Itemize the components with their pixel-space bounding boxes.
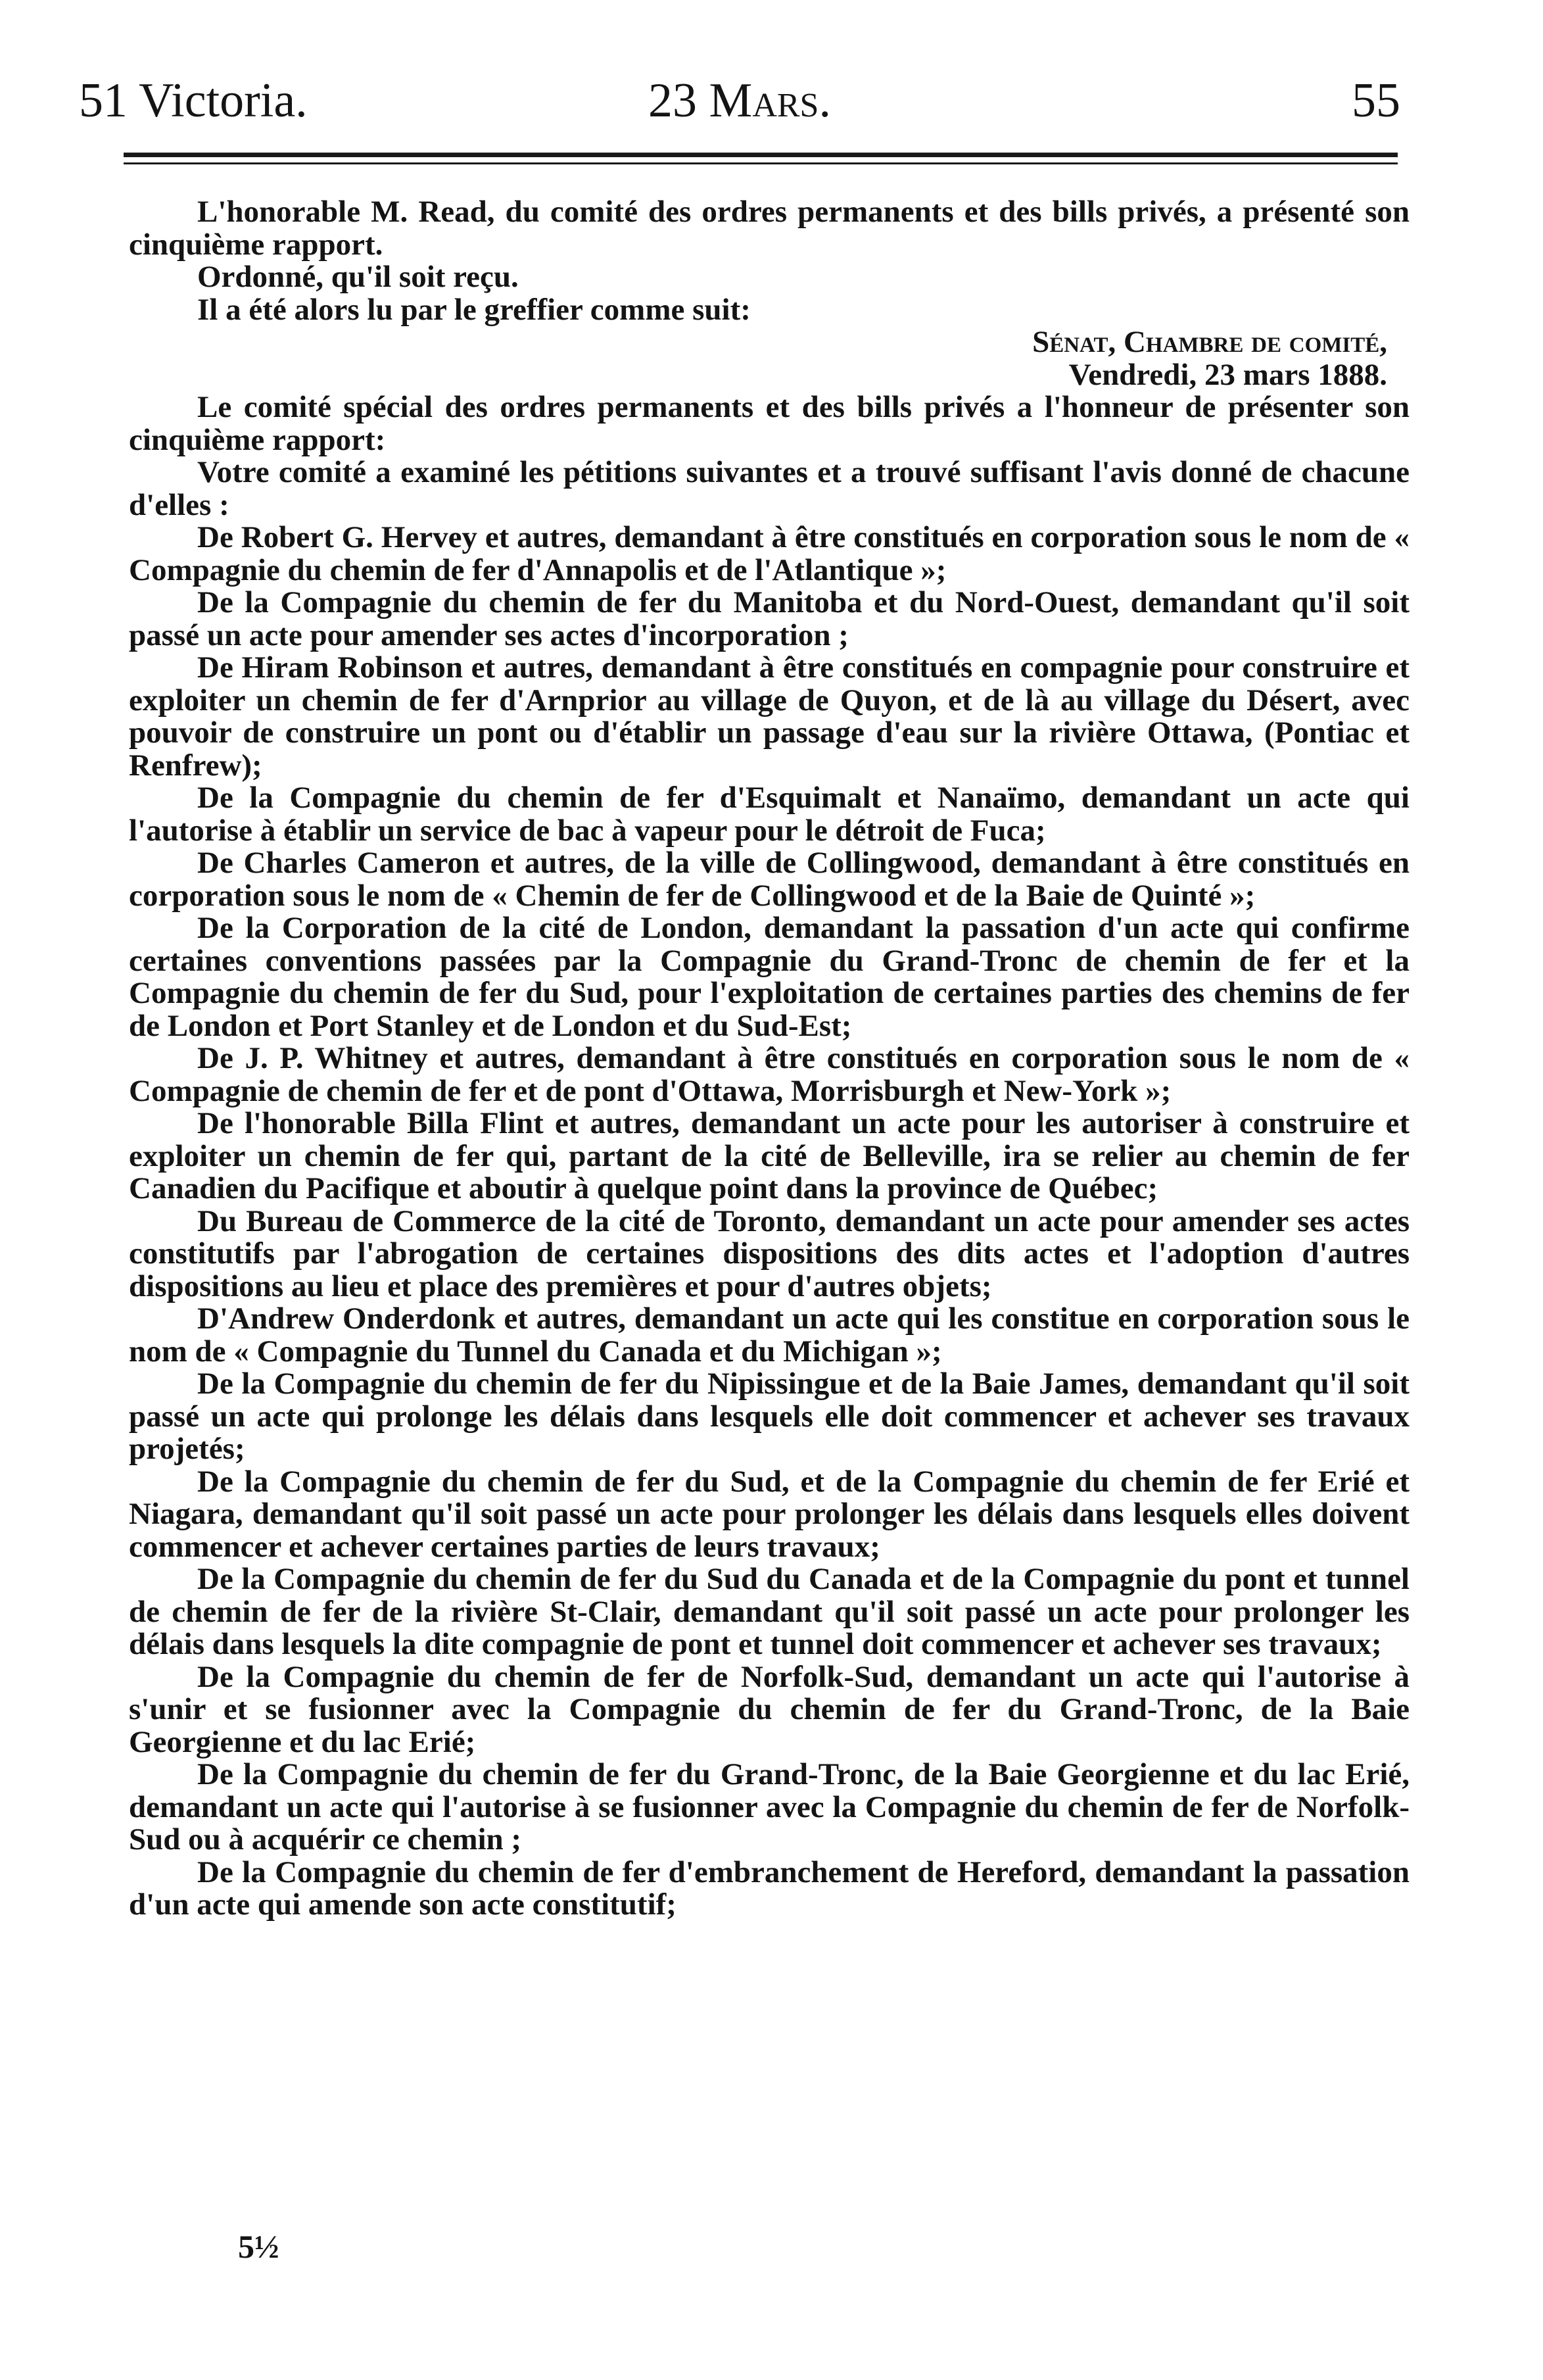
session-label: 51 Victoria. <box>79 74 308 128</box>
intro-paragraph: Ordonné, qu'il soit reçu. <box>197 260 519 294</box>
report-place: Sénat, Chambre de comité, <box>1032 325 1387 359</box>
header-rule-thin <box>124 162 1398 164</box>
report-paragraph: De la Corporation de la cité de London, demandant la passation d'un acte qui confirme certaines conventions passées par la Compagnie du Grand-Tronc de chemin de fer et la Compagnie du chemin de fer du Sud, pour l'exploitation de certaines parties des chemins de fer de London et Port Stanley et de London et du Sud-Est; <box>129 911 1410 1043</box>
report-paragraph: De la Compagnie du chemin de fer du Sud, et de la Compagnie du chemin de fer Erié et Niagara, demandant qu'il soit passé un acte pour prolonger les délais dans lesquels elles doivent commencer et achever certaines parties de leurs travaux; <box>129 1464 1410 1564</box>
report-paragraph: De la Compagnie du chemin de fer du Sud du Canada et de la Compagnie du pont et tunnel de chemin de fer de la rivière St-Clair, demandant qu'il soit passé un acte pour prolonger les délais dans lesquels la dite compagnie de pont et tunnel doit commencer et achever ses travaux; <box>129 1562 1410 1661</box>
report-paragraph: De la Compagnie du chemin de fer du Grand-Tronc, de la Baie Georgienne et du lac Erié, demandant un acte qui l'autorise à se fusionner avec la Compagnie du chemin de fer de Norfolk-Sud ou à acquérir ce chemin ; <box>129 1757 1410 1857</box>
intro-paragraph: Il a été alors lu par le greffier comme suit: <box>197 292 751 327</box>
intro-paragraph: L'honorable M. Read, du comité des ordres permanents et des bills privés, a présenté son cinquième rapport. <box>129 195 1410 262</box>
report-paragraph: De l'honorable Billa Flint et autres, demandant un acte pour les autoriser à construire et exploiter un chemin de fer qui, partant de la cité de Belleville, ira se relier au chemin de fer Canadien du Pacifique et aboutir à quelque point dans la province de Québec; <box>129 1106 1410 1205</box>
signature-mark: 5½ <box>238 2228 279 2265</box>
report-paragraph: De J. P. Whitney et autres, demandant à être constitués en corporation sous le nom de « Compagnie de chemin de fer et de pont d'Ottawa, Morrisburgh et New-York »; <box>129 1041 1410 1108</box>
report-paragraph: De la Compagnie du chemin de fer du Manitoba et du Nord-Ouest, demandant qu'il soit passé un acte pour amender ses actes d'incorporation ; <box>129 585 1410 652</box>
report-paragraph: De Charles Cameron et autres, de la ville de Collingwood, demandant à être constitués en corporation sous le nom de « Chemin de fer de Collingwood et de la Baie de Quinté »; <box>129 846 1410 913</box>
body-text <box>129 196 1410 1922</box>
report-heading <box>129 326 1410 391</box>
report-paragraph: Le comité spécial des ordres permanents et des bills privés a l'honneur de présenter son cinquième rapport: <box>129 390 1410 457</box>
report-paragraph: Du Bureau de Commerce de la cité de Toronto, demandant un acte pour amender ses actes constitutifs par l'abrogation de certaines dispositions des dits actes et l'adoption d'autres dispositions au lieu et place des premières et pour d'autres objets; <box>129 1203 1410 1303</box>
report-paragraph: De la Compagnie du chemin de fer de Norfolk-Sud, demandant un acte qui l'autorise à s'unir et se fusionner avec la Compagnie du chemin de fer du Grand-Tronc, de la Baie Georgienne et du lac Erié; <box>129 1659 1410 1759</box>
running-head <box>79 71 1400 130</box>
report-paragraph: D'Andrew Onderdonk et autres, demandant un acte qui les constitue en corporation sous le nom de « Compagnie du Tunnel du Canada et du Michigan »; <box>129 1301 1410 1369</box>
report-paragraph: De Hiram Robinson et autres, demandant à être constitués en compagnie pour construire et exploiter un chemin de fer d'Arnprior au village de Quyon, et de là au village du Désert, avec pouvoir de construire un pont ou d'établir un passage d'eau sur la rivière Ottawa, (Pontiac et Renfrew); <box>129 650 1410 783</box>
report-paragraph: De la Compagnie du chemin de fer d'Esquimalt et Nanaïmo, demandant un acte qui l'autorise à établir un service de bac à vapeur pour le détroit de Fuca; <box>129 781 1410 848</box>
date-label: 23 Mars. <box>648 74 831 128</box>
report-paragraph: De la Compagnie du chemin de fer d'embranchement de Hereford, demandant la passation d'un acte qui amende son acte constitutif; <box>129 1855 1410 1922</box>
report-paragraph: De la Compagnie du chemin de fer du Nipissingue et de la Baie James, demandant qu'il soit passé un acte qui prolonge les délais dans lesquels elle doit commencer et achever ses travaux projetés; <box>129 1367 1410 1466</box>
page-number: 55 <box>1352 74 1400 128</box>
report-date: Vendredi, 23 mars 1888. <box>1068 357 1387 392</box>
report-paragraph: De Robert G. Hervey et autres, demandant à être constitués en corporation sous le nom de « Compagnie du chemin de fer d'Annapolis et de l'Atlantique »; <box>129 520 1410 587</box>
header-rule-thick <box>124 153 1398 157</box>
report-paragraph: Votre comité a examiné les pétitions suivantes et a trouvé suffisant l'avis donné de chacune d'elles : <box>129 455 1410 522</box>
